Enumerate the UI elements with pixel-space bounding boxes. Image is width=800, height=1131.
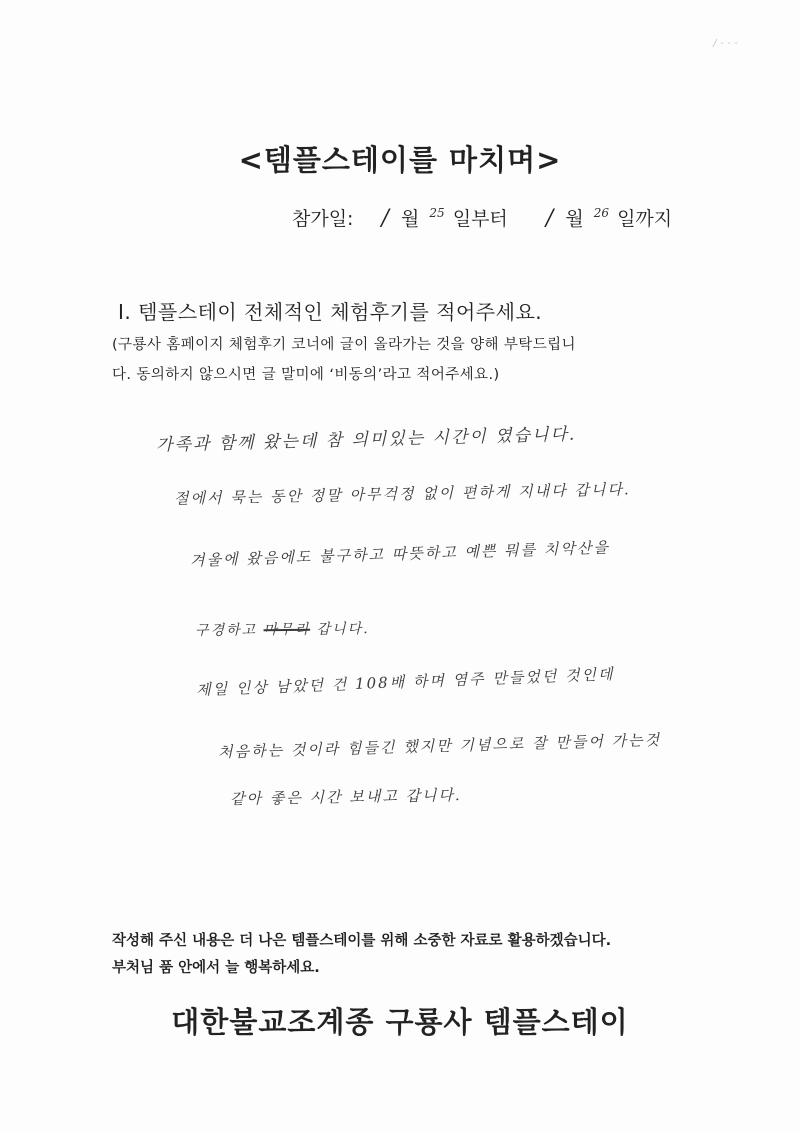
question-heading: Ⅰ. 템플스테이 전체적인 체험후기를 적어주세요. (118, 300, 543, 324)
start-month-unit: 월 (400, 208, 420, 230)
handwritten-line-4-start: 구경하고 (194, 622, 264, 639)
consent-note (112, 330, 712, 390)
participation-dates (292, 204, 672, 231)
consent-note-line1: (구룡사 홈페이지 체험후기 코너에 글이 올라가는 것을 양해 부탁드립니 (112, 337, 576, 353)
handwritten-line-5: 제일 인상 남았던 건 108배 하며 염주 만들었던 것인데 (195, 664, 615, 700)
handwritten-line-4-end: 갑니다. (310, 621, 370, 638)
closing-line-2: 부처님 품 안에서 늘 행복하세요. (112, 960, 320, 976)
handwritten-line-7: 같아 좋은 시간 보내고 갑니다. (229, 785, 462, 809)
organization-signature: 대한불교조계종 구룡사 템플스테이 (171, 1005, 629, 1039)
handwritten-line-4 (195, 618, 370, 640)
start-day-handwritten: 25 (429, 206, 445, 220)
end-day-handwritten: 26 (593, 206, 610, 220)
handwritten-line-2: 절에서 묵는 동안 정말 아무걱정 없이 편하게 지내다 갑니다. (173, 480, 631, 508)
handwritten-line-1: 가족과 함께 왔는데 참 의미있는 시간이 였습니다. (155, 424, 577, 456)
closing-line-1: 작성해 주신 내용은 더 나은 템플스테이를 위해 소중한 자료로 활용하겠습니다. (112, 933, 612, 949)
end-month-slash: / (545, 206, 554, 231)
end-suffix: 일까지 (617, 208, 673, 230)
handwritten-strikethrough: 마무리 (263, 621, 311, 639)
corner-mark: /--- (712, 38, 741, 49)
closing-message (112, 928, 611, 982)
handwritten-line-6: 처음하는 것이라 힘들긴 했지만 기념으로 잘 만들어 가는것 (217, 730, 662, 762)
handwritten-line-3: 겨울에 왔음에도 불구하고 따뜻하고 예쁜 뭐를 치악산을 (189, 538, 611, 570)
start-suffix: 일부터 (452, 208, 508, 230)
end-month-unit: 월 (565, 208, 584, 230)
participation-label: 참가일: (292, 208, 354, 230)
consent-note-line2: 다. 동의하지 않으시면 글 말미에 ‘비동의’라고 적어주세요.) (112, 367, 500, 383)
start-month-slash: / (381, 206, 389, 231)
page-title: <템플스테이를 마치며> (238, 143, 562, 177)
